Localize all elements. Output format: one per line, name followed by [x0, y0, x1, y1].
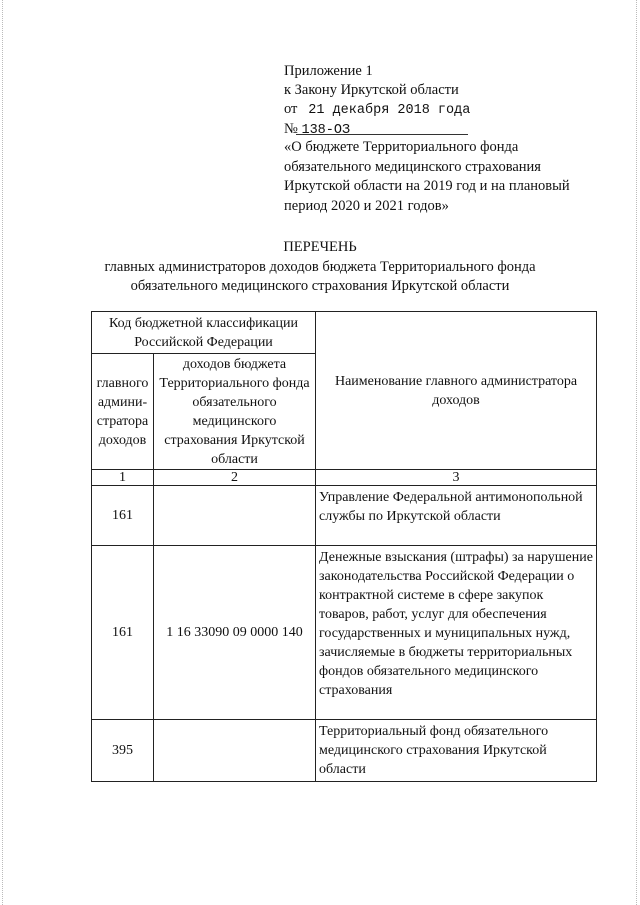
- document-heading: [0, 238, 640, 297]
- table-row: [92, 546, 597, 720]
- row-revenue-code: [154, 486, 316, 546]
- heading-subtitle-2: обязательного медицинского страхования Иркутской области: [130, 278, 510, 294]
- row-admin-code: 161: [92, 546, 154, 720]
- row-revenue-code: [154, 720, 316, 782]
- administrators-table: [91, 311, 597, 782]
- header-code-group: Код бюджетной классификации Российской Федерации: [92, 312, 316, 354]
- row-admin-name: Управление Федеральной антимонопольной службы по Иркутской области: [316, 486, 597, 546]
- appendix-law-ref: к Закону Иркутской области: [284, 82, 459, 98]
- heading-title: ПЕРЕЧЕНЬ: [283, 239, 357, 255]
- table-row: [92, 486, 597, 546]
- col-number-1: 1: [92, 470, 154, 486]
- scan-edge-left: [2, 0, 4, 905]
- row-admin-name: Денежные взыскания (штрафы) за нарушение законодательства Российской Федерации о контрактной системе в сфере закупок товаров, работ, услуг для обеспечения государственных и муниципальных нужд, зачисляемые в бюджеты территориальных фондов обязательного медицинского страхования: [316, 546, 597, 720]
- table-header-row: [92, 312, 597, 354]
- row-admin-code: 395: [92, 720, 154, 782]
- header-admin-code: главного админи-стратора доходов: [92, 354, 154, 470]
- table-row: [92, 720, 597, 782]
- col-number-2: 2: [154, 470, 316, 486]
- law-title: «О бюджете Территориального фонда обязательного медицинского страхования Иркутской области на 2019 год и на плановый период 2020 и 2021 годов»: [284, 139, 570, 214]
- appendix-title: Приложение 1: [284, 63, 373, 79]
- heading-subtitle-1: главных администраторов доходов бюджета Территориального фонда: [104, 258, 536, 275]
- appendix-date-line: [284, 100, 470, 120]
- law-date: 21 декабря 2018 года: [308, 103, 471, 118]
- number-label: №: [284, 121, 298, 137]
- date-label: от: [284, 101, 298, 117]
- row-revenue-code: 1 16 33090 09 0000 140: [154, 546, 316, 720]
- appendix-block: [284, 62, 470, 140]
- appendix-number-line: [284, 120, 470, 140]
- table-number-row: [92, 470, 597, 486]
- row-admin-code: 161: [92, 486, 154, 546]
- header-admin-name: Наименование главного администратора доходов: [316, 312, 597, 470]
- row-admin-name: Территориальный фонд обязательного медицинского страхования Иркутской области: [316, 720, 597, 782]
- number-underline: [296, 134, 468, 135]
- law-number: 138-ОЗ: [301, 123, 351, 138]
- scan-edge-right: [636, 0, 638, 905]
- col-number-3: 3: [316, 470, 597, 486]
- header-revenue-code: доходов бюджета Территориального фонда обязательного медицинского страхования Иркутской области: [154, 354, 316, 470]
